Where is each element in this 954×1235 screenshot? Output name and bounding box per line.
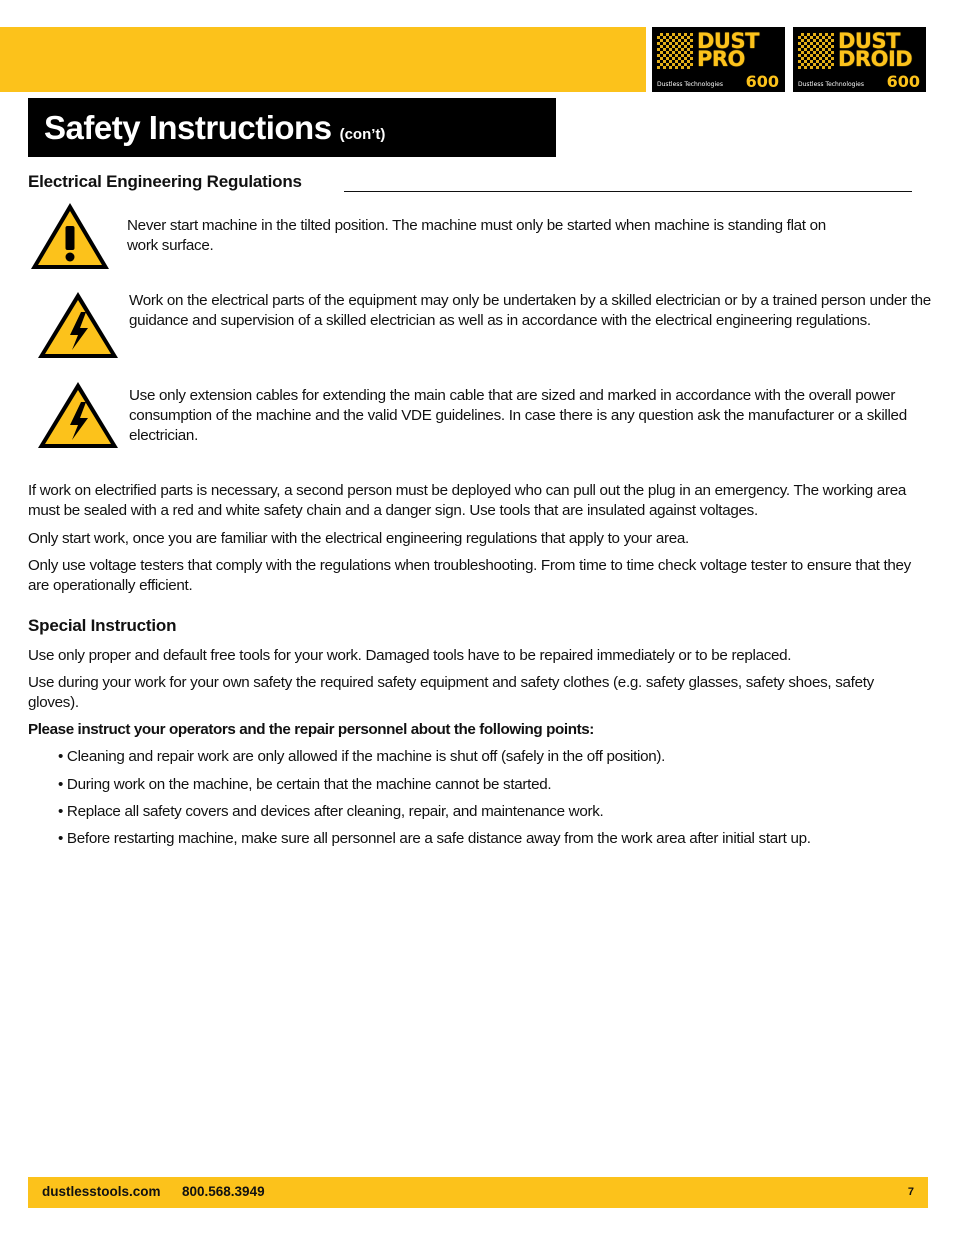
section-heading-text: Electrical Engineering Regulations	[28, 172, 302, 191]
electrical-hazard-icon	[36, 290, 120, 360]
warning-item	[28, 200, 938, 272]
section-heading-electrical	[28, 172, 912, 192]
footer-phone: 800.568.3949	[182, 1184, 265, 1199]
checker-pattern-icon	[657, 33, 693, 69]
logo-word: DUST	[697, 29, 759, 53]
page-title: Safety Instructions	[44, 109, 332, 146]
checker-pattern-icon	[798, 33, 834, 69]
logo-word: DROID	[838, 47, 913, 71]
heading-rule	[344, 191, 912, 192]
warning-text: Work on the electrical parts of the equipment may only be undertaken by a skilled electrician or by a trained person under the guidance and supervision of a skilled electrician as well as in accordance with the electrical engineering regulations.	[129, 292, 931, 329]
dust-pro-600-logo	[652, 27, 785, 92]
warning-text: Never start machine in the tilted position. The machine must only be started when machine is standing flat on work surface.	[127, 217, 826, 254]
body-paragraph: If work on electrified parts is necessary, a second person must be deployed who can pull out the plug in an emergency. The working area must be sealed with a red and white safety chain and a danger sign. Use tools that are insulated against voltages.	[28, 482, 907, 519]
general-warning-icon	[28, 200, 112, 272]
body-paragraph: Only use voltage testers that comply with the regulations when troubleshooting. From time to time check voltage tester to ensure that they are operationally efficient.	[28, 557, 911, 594]
page-title-banner	[28, 98, 556, 157]
logo-brand: Dustless Technologies	[798, 81, 864, 88]
section-heading-special: Special Instruction	[28, 616, 177, 635]
page-footer	[28, 1177, 928, 1208]
logo-model: 600	[886, 72, 920, 91]
list-item: • During work on the machine, be certain that the machine cannot be started.	[58, 776, 552, 793]
logo-model: 600	[745, 72, 779, 91]
body-paragraph: Use only proper and default free tools for your work. Damaged tools have to be repaired immediately or to be replaced.	[28, 647, 792, 664]
warning-item	[28, 290, 938, 360]
body-paragraph: Use during your work for your own safety the required safety equipment and safety clothes (e.g. safety glasses, safety shoes, safety gloves).	[28, 674, 874, 711]
dust-droid-600-logo	[793, 27, 926, 92]
warning-item	[28, 380, 938, 450]
footer-website: dustlesstools.com	[42, 1184, 161, 1199]
electrical-hazard-icon	[36, 380, 120, 450]
warning-text: Use only extension cables for extending the main cable that are sized and marked in accordance with the overall power consumption of the machine and the valid VDE guidelines. In case there is any question ask the manufacturer or a skilled electrician.	[129, 387, 907, 444]
page-number: 7	[907, 1186, 914, 1198]
logo-word: DUST	[838, 29, 900, 53]
list-item: • Before restarting machine, make sure all personnel are a safe distance away from the work area after initial start up.	[58, 830, 811, 847]
page-title-suffix: (con’t)	[339, 126, 386, 143]
bold-note: Please instruct your operators and the repair personnel about the following points:	[28, 721, 594, 738]
logo-brand: Dustless Technologies	[657, 81, 723, 88]
body-paragraph: Only start work, once you are familiar with the electrical engineering regulations that apply to your area.	[28, 530, 689, 547]
header-color-band	[0, 27, 646, 92]
logo-word: PRO	[697, 47, 745, 71]
list-item: • Replace all safety covers and devices after cleaning, repair, and maintenance work.	[58, 803, 604, 820]
list-item: • Cleaning and repair work are only allowed if the machine is shut off (safely in the off position).	[58, 748, 666, 765]
